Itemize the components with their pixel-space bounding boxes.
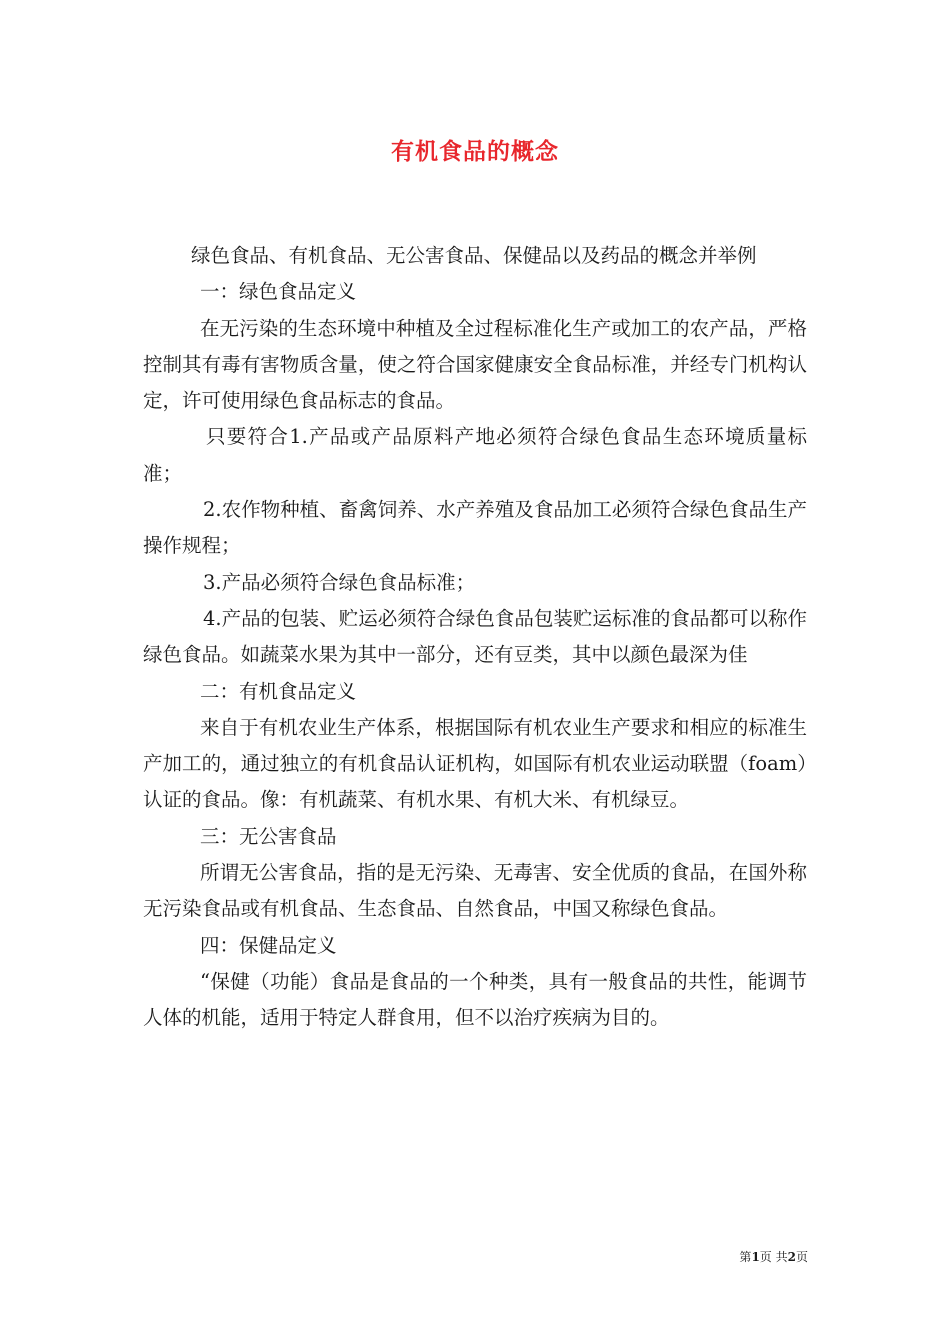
paragraph-criteria-3: 3.产品必须符合绿色食品标准； <box>203 570 476 594</box>
document-body <box>143 238 807 1037</box>
page-middle: 页 共 <box>759 1250 788 1264</box>
paragraph-green-food-definition: 在无污染的生态环境中种植及全过程标准化生产或加工的农产品，严格控制其有毒有害物质含量，使之符合国家健康安全食品标准，并经专门机构认定，许可使用绿色食品标志的食品。 <box>143 316 807 413</box>
current-page: 1 <box>751 1250 760 1264</box>
page-number <box>700 1248 808 1265</box>
paragraph-intro: 绿色食品、有机食品、无公害食品、保健品以及药品的概念并举例 <box>191 244 757 267</box>
heading-health-food: 四：保健品定义 <box>200 933 337 957</box>
heading-green-food: 一：绿色食品定义 <box>200 280 357 304</box>
heading-organic-food: 二：有机食品定义 <box>200 679 357 703</box>
paragraph-criteria-1: 只要符合1.产品或产品原料产地必须符合绿色食品生态环境质量标准； <box>143 425 807 485</box>
paragraph-criteria-4: 4.产品的包装、贮运必须符合绿色食品包装贮运标准的食品都可以称作绿色食品。如蔬菜水果为其中一部分，还有豆类，其中以颜色最深为佳 <box>143 606 807 667</box>
document-title: 有机食品的概念 <box>391 139 559 165</box>
paragraph-health-food-definition: “保健（功能）食品是食品的一个种类，具有一般食品的共性，能调节人体的机能，适用于特定人群食用，但不以治疗疾病为目的。 <box>143 969 807 1030</box>
heading-pollution-free-food: 三：无公害食品 <box>200 824 337 848</box>
page-suffix: 页 <box>795 1250 808 1264</box>
paragraph-organic-food-definition: 来自于有机农业生产体系，根据国际有机农业生产要求和相应的标准生产加工的，通过独立的有机食品认证机构，如国际有机农业运动联盟（foam）认证的食品。像：有机蔬菜、有机水果、有机大米、有机绿豆。 <box>143 715 807 812</box>
page-prefix: 第 <box>739 1250 752 1264</box>
total-pages: 2 <box>787 1250 796 1264</box>
paragraph-criteria-2: 2.农作物种植、畜禽饲养、水产养殖及食品加工必须符合绿色食品生产操作规程； <box>143 498 807 558</box>
paragraph-pollution-free-food-definition: 所谓无公害食品，指的是无污染、无毒害、安全优质的食品，在国外称无污染食品或有机食品、生态食品、自然食品，中国又称绿色食品。 <box>143 861 807 921</box>
